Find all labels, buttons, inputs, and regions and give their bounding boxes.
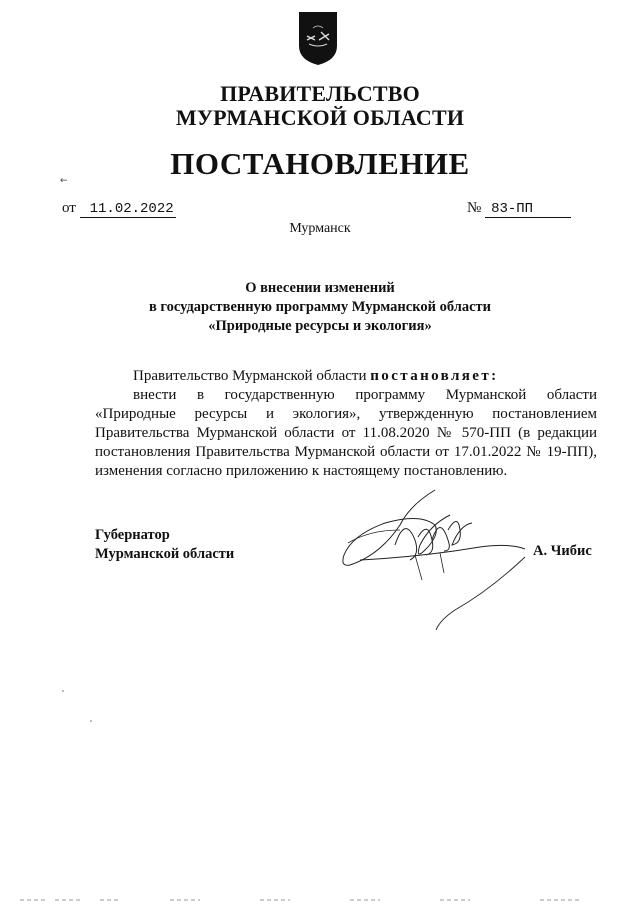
subject-line3: «Природные ресурсы и экология» bbox=[208, 318, 432, 334]
handwritten-signature bbox=[340, 485, 550, 635]
scan-edge-marks bbox=[20, 898, 620, 902]
document-number bbox=[467, 200, 571, 218]
date-prefix: от bbox=[62, 200, 76, 216]
document-date bbox=[62, 200, 176, 218]
subject-line2: в государственную программу Мурманской области bbox=[148, 299, 492, 315]
document-body bbox=[95, 367, 597, 481]
decree-intro bbox=[95, 367, 597, 386]
scan-speck bbox=[90, 720, 92, 722]
intro-text: Правительство Мурманской области bbox=[133, 368, 367, 384]
signatory-position bbox=[95, 526, 234, 564]
decree-word: постановляет: bbox=[370, 368, 499, 384]
signatory-name: А. Чибис bbox=[533, 543, 592, 559]
number-value: 83-ПП bbox=[485, 201, 571, 218]
government-title-line2: МУРМАНСКОЙ ОБЛАСТИ bbox=[175, 105, 465, 130]
government-title-line1: ПРАВИТЕЛЬСТВО bbox=[220, 81, 420, 106]
document-subject bbox=[0, 279, 640, 336]
scan-speck bbox=[62, 690, 64, 692]
margin-mark: ← bbox=[60, 176, 68, 186]
position-line2: Мурманской области bbox=[95, 546, 235, 562]
subject-line1: О внесении изменений bbox=[245, 280, 395, 296]
position-line1: Губернатор bbox=[95, 527, 170, 543]
number-prefix: № bbox=[467, 200, 482, 216]
date-value: 11.02.2022 bbox=[80, 201, 176, 218]
city-name: Мурманск bbox=[289, 221, 351, 236]
coat-of-arms-icon bbox=[297, 10, 339, 66]
document-type: ПОСТАНОВЛЕНИЕ bbox=[170, 146, 470, 181]
city bbox=[0, 221, 640, 237]
government-title bbox=[0, 82, 640, 130]
decree-paragraph: внести в государственную программу Мурманской области «Природные ресурсы и экология», утвержденную постановлением Правительства Мурманской области от 11.08.2020 № 570-ПП (в редакции постановления Правительства Мурманской области от 17.01.2022 № 19-ПП), изменения согласно приложению к настоящему постановлению. bbox=[95, 387, 597, 479]
